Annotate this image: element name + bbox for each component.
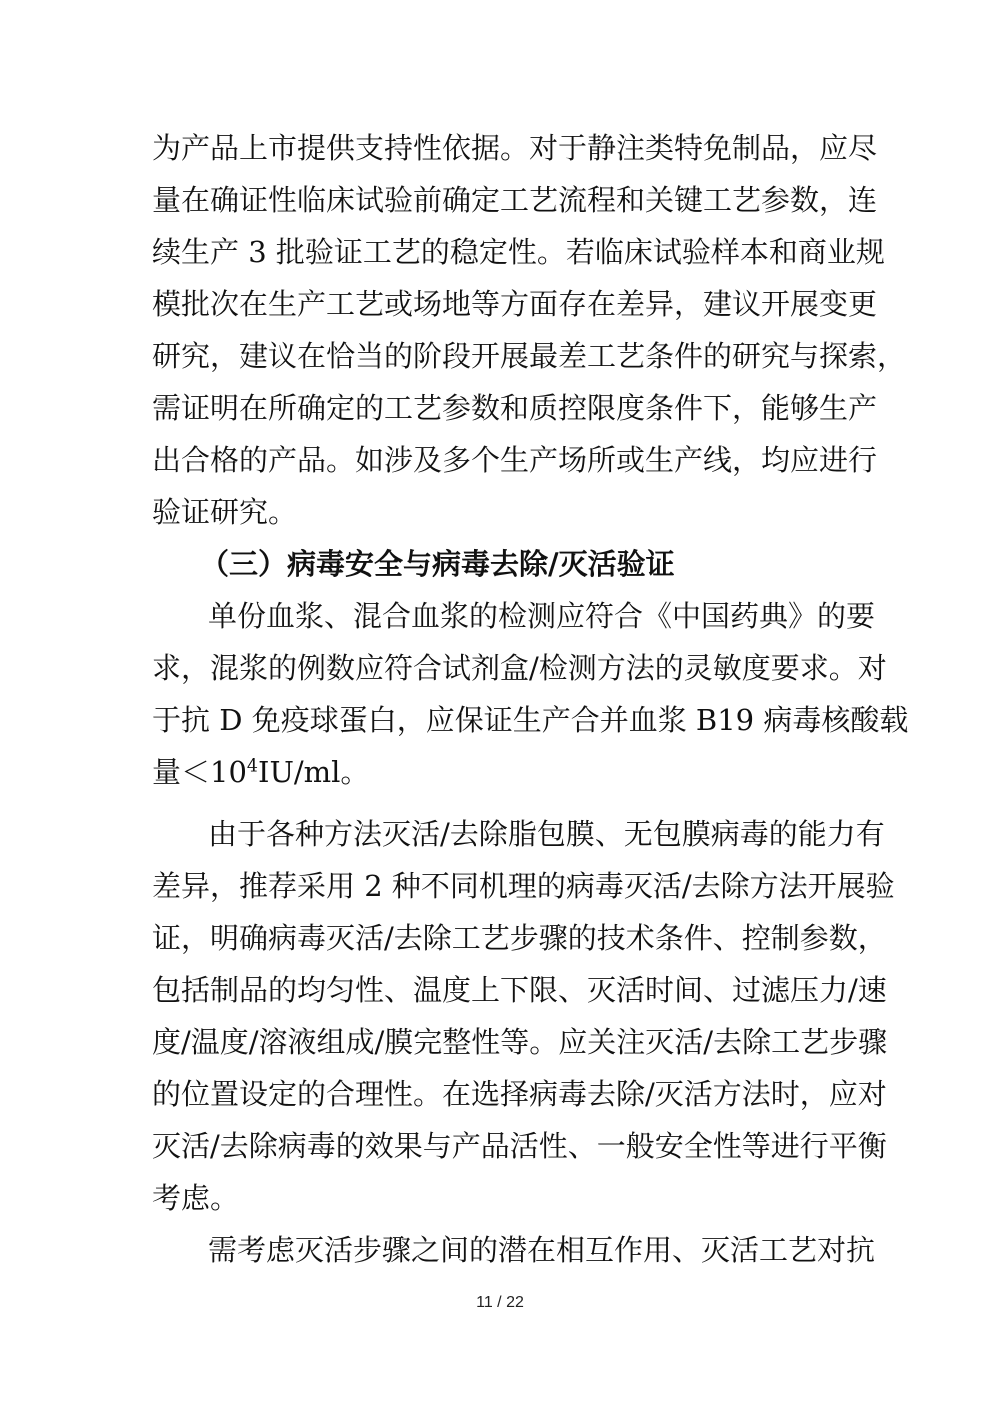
paragraph-line: 包括制品的均匀性、温度上下限、灭活时间、过滤压力/速 — [152, 973, 887, 1007]
paragraph-line: 续生产 3 批验证工艺的稳定性。若临床试验样本和商业规 — [152, 235, 885, 269]
paragraph-line-with-superscript — [152, 754, 1000, 790]
paragraph-line: 需考虑灭活步骤之间的潜在相互作用、灭活工艺对抗 — [208, 1233, 876, 1267]
paragraph-line: 的位置设定的合理性。在选择病毒去除/灭活方法时，应对 — [152, 1077, 887, 1111]
paragraph-line: 为产品上市提供支持性依据。对于静注类特免制品，应尽 — [152, 131, 878, 165]
page-number: 11 / 22 — [476, 1294, 524, 1311]
paragraph-line: 研究，建议在恰当的阶段开展最差工艺条件的研究与探索， — [152, 339, 907, 373]
text: 量＜10 — [152, 755, 247, 789]
paragraph-line: 由于各种方法灭活/去除脂包膜、无包膜病毒的能力有 — [208, 817, 885, 851]
paragraph-line: 量在确证性临床试验前确定工艺流程和关键工艺参数，连 — [152, 183, 878, 217]
paragraph-line: 考虑。 — [152, 1181, 240, 1215]
section-heading: （三）病毒安全与病毒去除/灭活验证 — [200, 547, 675, 581]
paragraph-line: 度/温度/溶液组成/膜完整性等。应关注灭活/去除工艺步骤 — [152, 1025, 888, 1059]
paragraph-line: 出合格的产品。如涉及多个生产场所或生产线，均应进行 — [152, 443, 878, 477]
paragraph-line: 差异，推荐采用 2 种不同机理的病毒灭活/去除方法开展验 — [152, 869, 895, 903]
paragraph-line: 单份血浆、混合血浆的检测应符合《中国药典》的要 — [208, 599, 876, 633]
paragraph-line: 模批次在生产工艺或场地等方面存在差异，建议开展变更 — [152, 287, 878, 321]
text: IU/ml。 — [257, 755, 370, 789]
paragraph-line: 于抗 D 免疫球蛋白，应保证生产合并血浆 B19 病毒核酸载 — [152, 703, 909, 737]
paragraph-line: 求，混浆的例数应符合试剂盒/检测方法的灵敏度要求。对 — [152, 651, 887, 685]
paragraph-line: 需证明在所确定的工艺参数和质控限度条件下，能够生产 — [152, 391, 878, 425]
paragraph-line: 证，明确病毒灭活/去除工艺步骤的技术条件、控制参数， — [152, 921, 887, 955]
paragraph-line: 灭活/去除病毒的效果与产品活性、一般安全性等进行平衡 — [152, 1129, 887, 1163]
paragraph-line: 验证研究。 — [152, 495, 298, 529]
superscript: 4 — [246, 756, 258, 777]
